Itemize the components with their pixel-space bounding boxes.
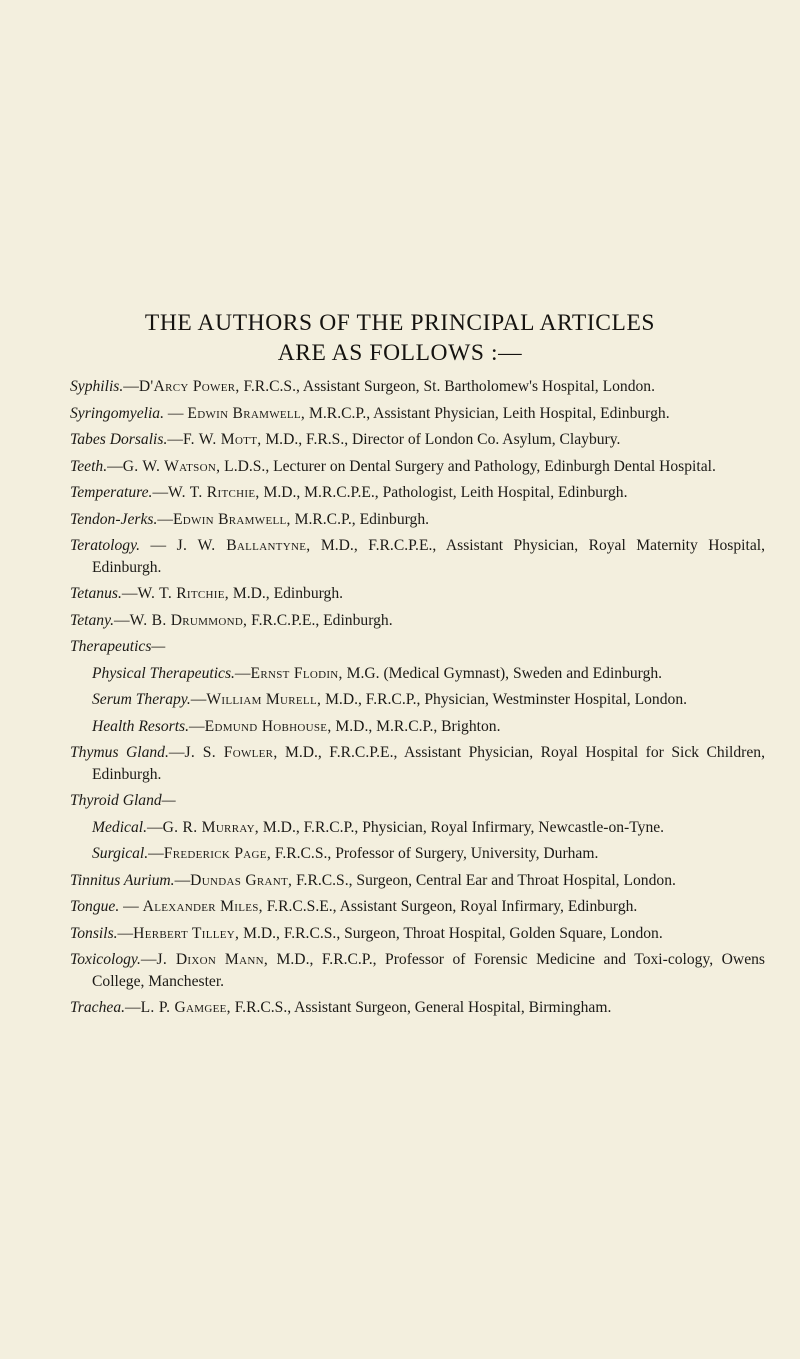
- author-name: L. P. Gamgee,: [140, 999, 231, 1016]
- author-name: Frederick Page,: [163, 845, 272, 862]
- author-name: J. Dixon Mann,: [156, 951, 269, 968]
- article-topic: Teratology.: [70, 537, 141, 554]
- dash-separator: —: [168, 744, 185, 761]
- dash-separator: —: [157, 510, 173, 528]
- author-name: J. S. Fowler,: [184, 744, 278, 761]
- dash-separator: —: [167, 431, 183, 448]
- article-topic: Tongue.: [70, 898, 120, 915]
- article-topic: Toxicology.: [70, 951, 141, 968]
- dash-separator: —: [121, 585, 138, 602]
- author-credentials: F.R.C.S., Assistant Surgeon, St. Bartholomew's Hospital, London.: [239, 378, 655, 395]
- author-credentials: F.R.C.P.E., Edinburgh.: [247, 611, 393, 629]
- article-topic: Tendon-Jerks.: [70, 510, 158, 528]
- list-item: [70, 870, 765, 892]
- author-credentials: F.R.C.S., Assistant Surgeon, General Hospital, Birmingham.: [230, 999, 612, 1016]
- author-name: F. W. Mott,: [182, 431, 262, 448]
- author-credentials: M.R.C.P., Edinburgh.: [290, 510, 430, 528]
- list-item: [70, 997, 765, 1019]
- list-item: [70, 896, 765, 918]
- article-author-list: [70, 376, 765, 1024]
- article-topic: Thymus Gland.: [70, 744, 169, 761]
- list-item: [70, 790, 765, 812]
- dash-separator: —: [189, 717, 205, 735]
- list-item: [70, 923, 765, 945]
- list-item: [92, 716, 765, 738]
- author-credentials: M.D., F.R.C.P., Physician, Royal Infirmary, Newcastle-on-Tyne.: [259, 818, 665, 836]
- author-credentials: M.G. (Medical Gymnast), Sweden and Edinburgh.: [342, 664, 663, 682]
- author-credentials: M.D., M.R.C.P., Brighton.: [331, 717, 501, 735]
- author-name: W. B. Drummond,: [129, 611, 248, 629]
- dash-separator: —: [140, 537, 177, 554]
- list-item: [70, 429, 765, 451]
- dash-separator: —: [140, 951, 157, 968]
- author-name: Edmund Hobhouse,: [204, 717, 332, 735]
- list-item: [70, 509, 765, 531]
- article-topic: Therapeutics—: [70, 638, 166, 655]
- dash-separator: —: [117, 924, 134, 942]
- author-name: J. W. Ballantyne,: [176, 537, 311, 554]
- author-credentials: M.D., F.R.C.P., Professor of Forensic Medicine and Toxi-cology, Owens College, Manchester.: [92, 951, 765, 990]
- dash-separator: —: [174, 871, 191, 889]
- article-topic: Tetanus.: [70, 585, 122, 602]
- article-topic: Tinnitus Aurium.: [70, 871, 175, 889]
- author-credentials: M.D., M.R.C.P.E., Pathologist, Leith Hospital, Edinburgh.: [259, 484, 628, 501]
- author-name: Dundas Grant,: [190, 871, 293, 889]
- list-item: [92, 817, 765, 839]
- author-credentials: M.D., F.R.C.P.E., Assistant Physician, Royal Hospital for Sick Children, Edinburgh.: [92, 744, 765, 783]
- dash-separator: —: [152, 484, 169, 501]
- author-name: G. R. Murray,: [162, 818, 260, 836]
- dash-separator: —: [148, 845, 164, 862]
- list-item: [70, 376, 765, 398]
- author-name: D'Arcy Power,: [138, 378, 240, 395]
- author-name: Herbert Tilley,: [133, 924, 240, 942]
- article-topic: Tabes Dorsalis.: [70, 431, 168, 448]
- list-item: [92, 689, 765, 711]
- list-item: [92, 843, 765, 865]
- author-credentials: M.D., Edinburgh.: [228, 585, 344, 602]
- author-name: Edwin Bramwell,: [172, 510, 291, 528]
- list-item: [70, 949, 765, 992]
- list-item: [70, 636, 765, 658]
- dash-separator: —: [107, 457, 123, 475]
- article-topic: Syringomyelia.: [70, 404, 164, 422]
- dash-separator: —: [147, 818, 163, 836]
- list-item: [92, 663, 765, 685]
- author-credentials: M.D., F.R.C.P.E., Assistant Physician, Royal Maternity Hospital, Edinburgh.: [92, 537, 765, 576]
- article-topic: Health Resorts.: [92, 717, 190, 735]
- author-name: Edwin Bramwell,: [187, 404, 306, 422]
- author-name: Alexander Miles,: [142, 898, 263, 915]
- article-topic: Tetany.: [70, 611, 115, 629]
- author-name: W. T. Ritchie,: [137, 585, 229, 602]
- article-topic: Physical Therapeutics.: [92, 664, 235, 682]
- list-item: [70, 482, 765, 504]
- article-topic: Syphilis.: [70, 378, 124, 395]
- author-name: William Murell,: [206, 691, 322, 708]
- dash-separator: —: [119, 898, 143, 915]
- article-topic: Thyroid Gland—: [70, 792, 176, 809]
- author-credentials: F.R.C.S., Surgeon, Central Ear and Throat Hospital, London.: [292, 871, 676, 889]
- article-topic: Teeth.: [70, 457, 108, 475]
- list-item: [70, 535, 765, 578]
- list-item: [70, 742, 765, 785]
- dash-separator: —: [163, 404, 188, 422]
- list-item: [70, 583, 765, 605]
- author-credentials: F.R.C.S., Professor of Surgery, University, Durham.: [271, 845, 599, 862]
- dash-separator: —: [234, 664, 251, 682]
- author-name: Ernst Flodin,: [250, 664, 343, 682]
- author-name: W. T. Ritchie,: [168, 484, 260, 501]
- author-credentials: F.R.C.S.E., Assistant Surgeon, Royal Infirmary, Edinburgh.: [262, 898, 638, 915]
- heading-line-2: ARE AS FOLLOWS :—: [277, 340, 523, 366]
- article-topic: Tonsils.: [70, 924, 118, 942]
- article-topic: Medical.: [92, 818, 147, 836]
- dash-separator: —: [123, 378, 139, 395]
- dash-separator: —: [114, 611, 130, 629]
- list-item: [70, 456, 765, 478]
- article-topic: Serum Therapy.: [92, 691, 191, 708]
- list-item: [70, 610, 765, 632]
- dash-separator: —: [125, 999, 141, 1016]
- author-credentials: M.D., F.R.C.S., Surgeon, Throat Hospital, Golden Square, London.: [239, 924, 663, 942]
- article-topic: Trachea.: [70, 999, 126, 1016]
- page-heading: [0, 308, 800, 368]
- article-topic: Temperature.: [70, 484, 153, 501]
- author-credentials: M.D., F.R.S., Director of London Co. Asylum, Claybury.: [261, 431, 621, 448]
- dash-separator: —: [190, 691, 207, 708]
- author-credentials: M.R.C.P., Assistant Physician, Leith Hospital, Edinburgh.: [305, 404, 670, 422]
- list-item: [70, 403, 765, 425]
- article-topic: Surgical.: [92, 845, 149, 862]
- author-credentials: L.D.S., Lecturer on Dental Surgery and Pathology, Edinburgh Dental Hospital.: [220, 457, 716, 475]
- author-credentials: M.D., F.R.C.P., Physician, Westminster Hospital, London.: [321, 691, 688, 708]
- heading-line-1: THE AUTHORS OF THE PRINCIPAL ARTICLES: [144, 310, 656, 336]
- author-name: G. W. Watson,: [122, 457, 221, 475]
